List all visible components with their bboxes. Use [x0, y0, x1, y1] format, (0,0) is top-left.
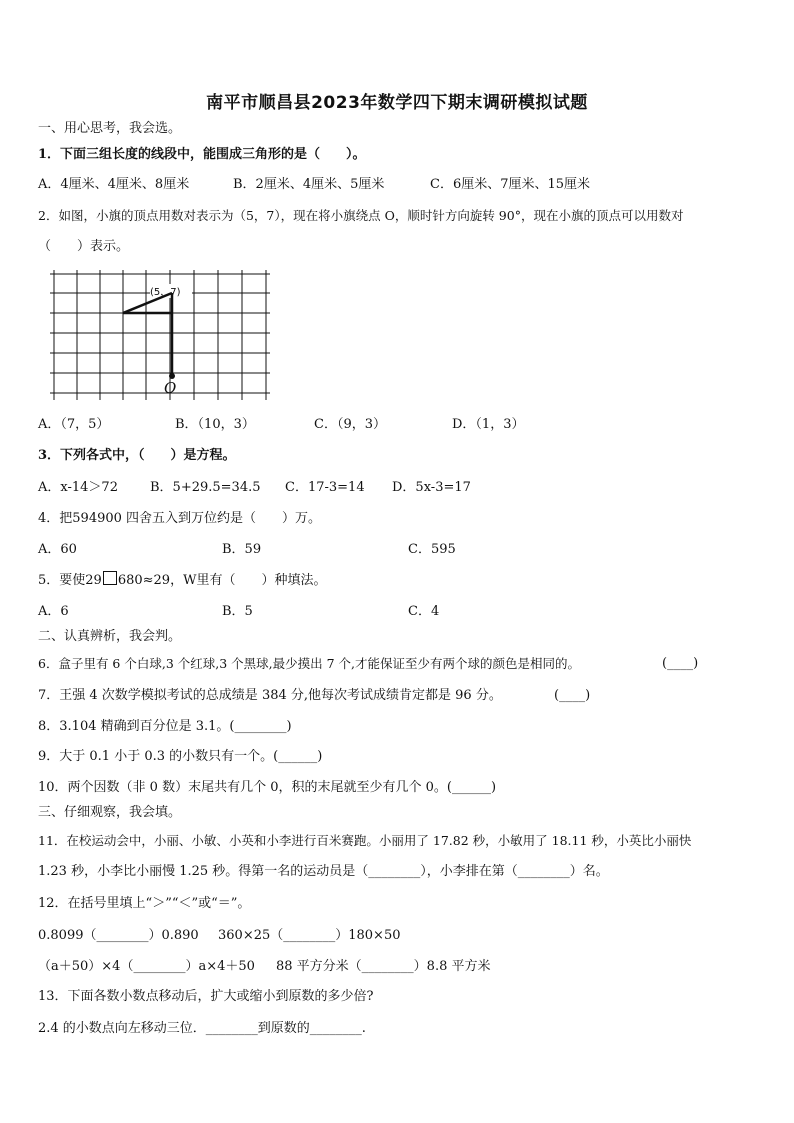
q3-option-c: C．17-3=14 [285, 480, 365, 495]
q2-option-a: A．（7，5） [38, 417, 110, 432]
blank-box-icon [103, 571, 117, 585]
q3-stem: 3．下列各式中，（ ）是方程。 [38, 448, 236, 463]
q13-item: 2.4 的小数点向左移动三位．________到原数的________. [38, 1021, 366, 1036]
q3-option-a: A．x-14＞72 [38, 480, 118, 495]
q1-stem: 1．下面三组长度的线段中，能围成三角形的是（ ）。 [38, 147, 366, 162]
q1-option-a: A．4厘米、4厘米、8厘米 [38, 177, 190, 192]
q12-item-4: 88 平方分米（________）8.8 平方米 [276, 959, 491, 974]
q8-stem: 8．3.104 精确到百分位是 3.1。(________) [38, 719, 292, 734]
q2-stem-line1: 2．如图，小旗的顶点用数对表示为（5，7），现在将小旗绕点 O，顺时针方向旋转 90°，现在小旗的顶点可以用数对 [38, 208, 684, 223]
flag-shape [123, 293, 172, 376]
q4-option-b: B．59 [222, 542, 262, 557]
q2-grid-figure [50, 270, 272, 402]
q11-stem-line2: 1.23 秒，小李比小丽慢 1.25 秒。得第一名的运动员是（________），小李排在第（________）名。 [38, 864, 609, 879]
q5-option-b: B．5 [222, 604, 253, 619]
q4-option-a: A．60 [38, 542, 77, 557]
q12-item-2: 360×25（________）180×50 [218, 928, 401, 943]
q10-stem: 10．两个因数（非 0 数）末尾共有几个 0，积的末尾就至少有几个 0。(______) [38, 780, 497, 795]
q4-option-c: C．595 [408, 542, 456, 557]
q3-option-b: B．5+29.5=34.5 [150, 480, 261, 495]
q12-stem: 12．在括号里填上“＞”“＜”或“＝”。 [38, 896, 251, 911]
q2-option-d: D．（1，3） [452, 417, 525, 432]
q9-stem: 9．大于 0.1 小于 0.3 的小数只有一个。(______) [38, 749, 323, 764]
section-1-heading: 一、用心思考，我会选。 [38, 121, 182, 136]
q7-answer-blank: (____) [554, 688, 591, 703]
q1-option-c: C．6厘米、7厘米、15厘米 [430, 177, 591, 192]
q12-item-3: （a＋50）×4（________）a×4＋50 [38, 959, 255, 974]
origin-label: O [164, 379, 177, 397]
q5-option-a: A．6 [38, 604, 69, 619]
q4-stem: 4．把594900 四舍五入到万位约是（ ）万。 [38, 511, 322, 526]
q5-option-c: C．4 [408, 604, 440, 619]
q5-stem-pre: 5．要使29 [38, 573, 102, 588]
q13-stem: 13．下面各数小数点移动后，扩大或缩小到原数的多少倍? [38, 989, 374, 1004]
q11-stem-line1: 11．在校运动会中，小丽、小敏、小英和小李进行百米赛跑。小丽用了 17.82 秒，小敏用了 18.11 秒，小英比小丽快 [38, 833, 692, 848]
q2-option-c: C．（9，3） [314, 417, 386, 432]
q5-stem [38, 571, 326, 590]
q1-option-b: B．2厘米、4厘米、5厘米 [233, 177, 385, 192]
q2-option-b: B．（10，3） [175, 417, 255, 432]
q6-stem: 6．盒子里有 6 个白球,3 个红球,3 个黑球,最少摸出 7 个,才能保证至少有两个球的颜色是相同的。 [38, 656, 580, 671]
q12-item-1: 0.8099（________）0.890 [38, 928, 199, 943]
section-2-heading: 二、认真辨析，我会判。 [38, 629, 182, 644]
section-3-heading: 三、仔细观察，我会填。 [38, 805, 182, 820]
q6-answer-blank: (____) [662, 656, 699, 671]
q7-stem: 7．王强 4 次数学模拟考试的总成绩是 384 分,他每次考试成绩肯定都是 96 分。 [38, 688, 502, 703]
point-label: (5，7) [150, 287, 181, 298]
page-title: 南平市顺昌县2023年数学四下期末调研模拟试题 [206, 93, 588, 113]
q5-stem-post: 680≈29，W里有（ ）种填法。 [117, 573, 327, 588]
q2-stem-line2: （ ）表示。 [38, 239, 130, 254]
q3-option-d: D．5x-3=17 [392, 480, 471, 495]
